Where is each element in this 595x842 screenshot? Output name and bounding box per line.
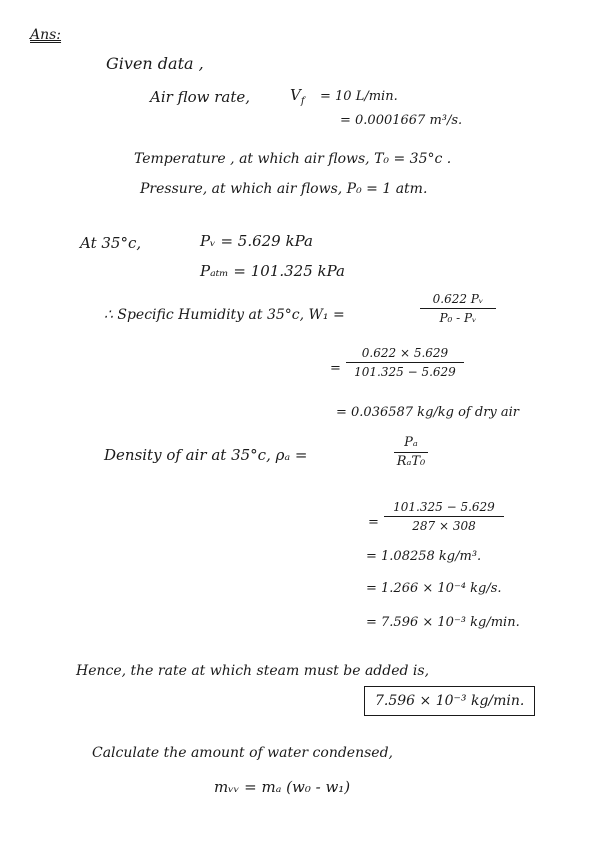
sh-sub-denominator: 101.325 − 5.629	[354, 365, 456, 379]
fraction-bar	[346, 362, 464, 363]
air-flow-label: Air flow rate,	[150, 88, 250, 106]
at-35c-label: At 35°c,	[80, 234, 142, 252]
density-substitution	[384, 500, 504, 533]
boxed-final-answer: 7.596 × 10⁻³ kg/min.	[364, 686, 535, 716]
air-flow-value: = 10 L/min.	[320, 89, 398, 104]
density-eq-sign: =	[368, 515, 379, 530]
specific-humidity-substitution	[346, 346, 464, 379]
pv-line: Pᵥ = 5.629 kPa	[200, 232, 313, 250]
density-denominator: RₐT₀	[396, 454, 426, 469]
sh-sub-numerator: 0.622 × 5.629	[361, 346, 449, 360]
air-flow-symbol: $V_f$	[290, 86, 305, 107]
given-data-heading: Given data ,	[106, 54, 204, 73]
specific-humidity-formula	[420, 292, 496, 325]
sh-denominator: P₀ - Pᵥ	[439, 311, 477, 325]
rate-kg-per-min: = 7.596 × 10⁻³ kg/min.	[366, 615, 520, 630]
fraction-bar	[420, 308, 496, 309]
density-formula	[394, 436, 428, 469]
pressure-line: Pressure, at which air flows, P₀ = 1 atm.	[140, 181, 428, 197]
density-result: = 1.08258 kg/m³.	[366, 549, 482, 564]
specific-humidity-label: ∴ Specific Humidity at 35°c, W₁ =	[104, 307, 345, 323]
density-numerator: Pₐ	[404, 435, 418, 450]
density-label: Density of air at 35°c, ρₐ =	[104, 446, 308, 464]
temperature-line: Temperature , at which air flows, T₀ = 35°c .	[134, 151, 452, 167]
calculate-line: Calculate the amount of water condensed,	[92, 745, 393, 761]
fraction-bar	[394, 452, 428, 453]
density-sub-denominator: 287 × 308	[412, 519, 476, 533]
ans-label: Ans:	[30, 27, 62, 43]
hence-line: Hence, the rate at which steam must be added is,	[76, 663, 430, 679]
sh-numerator: 0.622 Pᵥ	[432, 292, 484, 306]
sh-eq-sign: =	[330, 361, 341, 376]
final-equation: mᵥᵥ = mₐ (w₀ - w₁)	[214, 778, 351, 796]
specific-humidity-result: = 0.036587 kg/kg of dry air	[336, 405, 520, 420]
fraction-bar	[384, 516, 504, 517]
rate-kg-per-s: = 1.266 × 10⁻⁴ kg/s.	[366, 581, 502, 596]
density-sub-numerator: 101.325 − 5.629	[393, 500, 495, 514]
patm-line: Pₐₜₘ = 101.325 kPa	[200, 262, 345, 280]
air-flow-value-si: = 0.0001667 m³/s.	[340, 113, 463, 128]
